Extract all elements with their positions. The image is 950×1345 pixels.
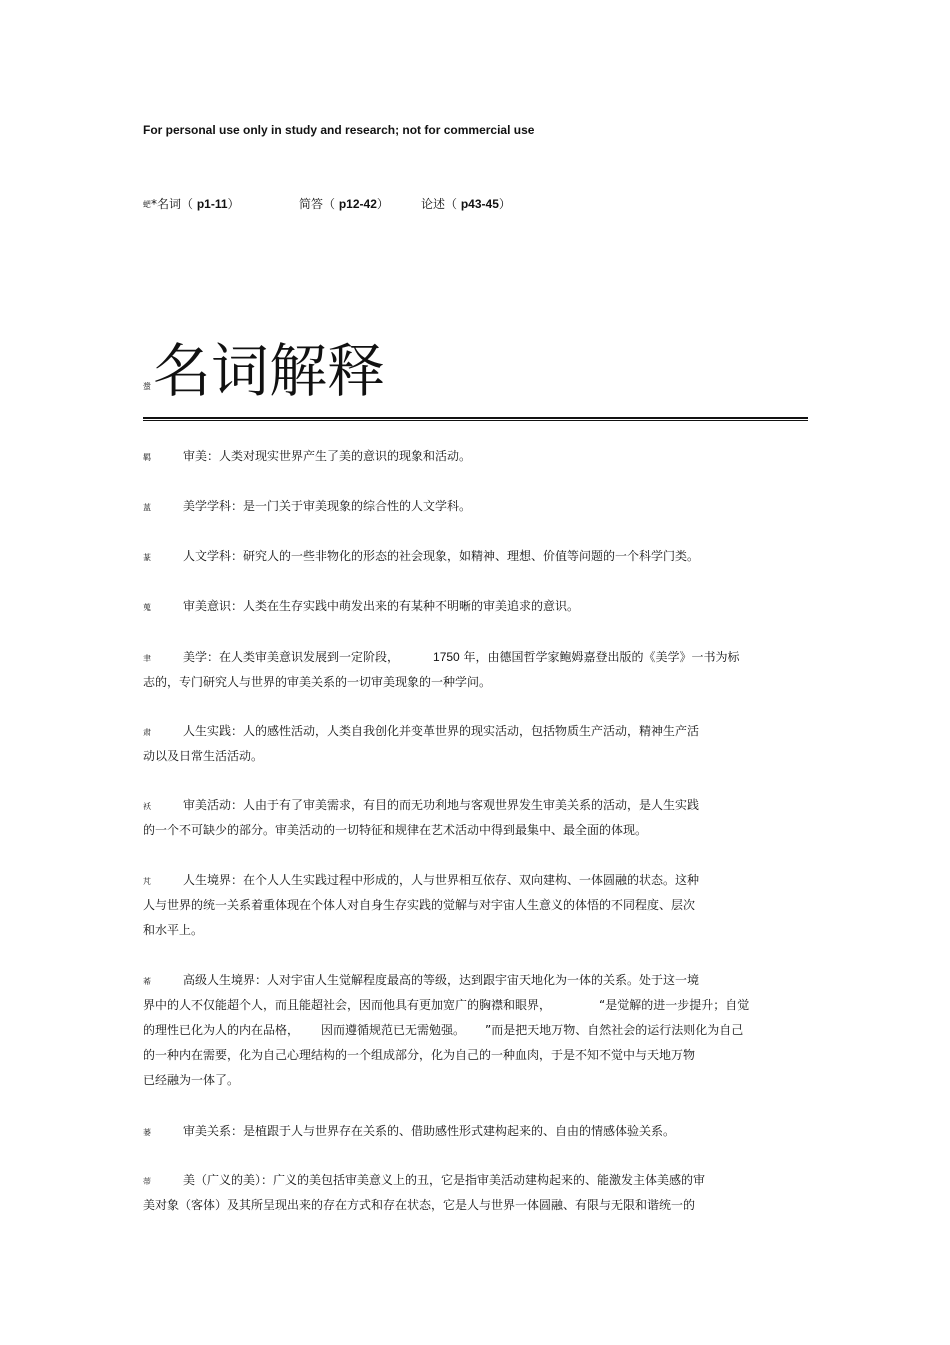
toc-star: * — [151, 197, 157, 211]
entry-text: 的理性已化为人的内在品格， — [143, 1023, 300, 1037]
entry-higher-life-realm — [143, 968, 793, 1093]
entry-text: 的一种内在需要，化为自己心理结构的一个组成部分，化为自己的一种血肉，于是不知不觉中与天地万物 — [143, 1048, 696, 1062]
entry-text: 动以及日常生活活动。 — [143, 749, 264, 763]
entry-mark: 蒃 — [143, 553, 151, 562]
entry-mark: 羁 — [143, 453, 151, 462]
entry-text: 高级人生境界：人对宇宙人生觉解程度最高的等级，达到跟宇宙天地化为一体的关系。处于这一境 — [183, 973, 700, 987]
entry-text: 的一个不可缺少的部分。审美活动的一切特征和规律在艺术活动中得到最集中、最全面的体现。 — [143, 823, 648, 837]
entry-text: 审美活动：人由于有了审美需求，有目的而无功利地与客观世界发生审美关系的活动，是人生实践 — [183, 798, 700, 812]
entry-text: 美学：在人类审美意识发展到一定阶段， — [183, 650, 400, 664]
entry-text: 已经融为一体了。 — [143, 1073, 240, 1087]
entry-text: 志的，专门研究人与世界的审美关系的一切审美现象的一种学问。 — [143, 675, 492, 689]
entry-mark: 袄 — [143, 802, 151, 811]
entry-mark: 蒕 — [143, 503, 151, 512]
entry-aesthetic-activity — [143, 793, 793, 843]
entry-text: 和水平上。 — [143, 923, 204, 937]
entry-humanities — [143, 544, 793, 569]
entry-text: ”而是把天地万物、自然社会的运行法则化为自己 — [485, 1023, 744, 1037]
entry-aesthetic-consciousness — [143, 594, 793, 619]
entry-beauty-broad — [143, 1168, 793, 1218]
heading-rule-thin — [143, 420, 808, 421]
entry-mark: 蒌 — [143, 1128, 151, 1137]
heading-mark: 螀 — [143, 382, 151, 391]
entry-mark: 肃 — [143, 728, 151, 737]
entry-aesthetic — [143, 444, 793, 469]
entry-text: 审美关系：是植跟于人与世界存在关系的、借助感性形式建构起来的、自由的情感体验关系。 — [183, 1124, 676, 1138]
entry-text: 人生境界：在个人人生实践过程中形成的，人与世界相互依存、双向建构、一体圆融的状态。这种 — [183, 873, 700, 887]
entry-text: 美对象（客体）及其所呈现出来的存在方式和存在状态，它是人与世界一体圆融、有限与无限和谐统一的 — [143, 1198, 696, 1212]
entry-mark: 蒂 — [143, 1177, 151, 1186]
entry-mark: 蒐 — [143, 603, 151, 612]
toc-item-terms[interactable]: 名词（ p1-11） — [157, 197, 240, 211]
entry-text: 人与世界的统一关系着重体现在个体人对自身生存实践的觉解与对宇宙人生意义的体悟的不同程度、层次 — [143, 898, 696, 912]
entry-text: 人生实践：人的感性活动，人类自我创化并变革世界的现实活动，包括物质生产活动，精神生产活 — [183, 724, 700, 738]
entry-life-realm — [143, 868, 793, 943]
entry-text: 因而遵循规范已无需勉强。 — [321, 1023, 466, 1037]
entry-text: 审美：人类对现实世界产生了美的意识的现象和活动。 — [183, 449, 472, 463]
entry-text: 美（广义的美）：广义的美包括审美意义上的丑，它是指审美活动建构起来的、能激发主体美感的审 — [183, 1173, 706, 1187]
disclaimer-text: For personal use only in study and research; not for commercial use — [143, 123, 535, 137]
entry-life-practice — [143, 719, 793, 769]
entry-text: 审美意识：人类在生存实践中萌发出来的有某种不明晰的审美追求的意识。 — [183, 599, 580, 613]
entry-year: 1750 — [433, 650, 460, 664]
toc-item-essays[interactable]: 论述（ p43-45） — [421, 197, 511, 211]
entry-mark: 聿 — [143, 654, 151, 663]
entry-mark: 芃 — [143, 877, 151, 886]
toc-item-short-answers[interactable]: 简答（ p12-42） — [299, 197, 389, 211]
entry-text: 人文学科：研究人的一些非物化的形态的社会现象，如精神、理想、价值等问题的一个科学门类。 — [183, 549, 700, 563]
toc-mark: 蚆 — [143, 200, 151, 209]
heading-rule-thick — [143, 417, 808, 419]
entry-aesthetics — [143, 645, 793, 695]
entry-text: “是觉解的进一步提升；自觉 — [599, 998, 750, 1012]
entry-aesthetics-discipline — [143, 494, 793, 519]
table-of-contents — [143, 195, 511, 212]
entry-text: 年，由德国哲学家鲍姆嘉登出版的《美学》一书为标 — [459, 650, 740, 664]
entry-mark: 莃 — [143, 977, 151, 986]
section-title: 名词解释 — [153, 337, 386, 405]
entry-aesthetic-relation — [143, 1119, 793, 1144]
entry-text: 界中的人不仅能超个人，而且能超社会，因而他具有更加宽广的胸襟和眼界， — [143, 998, 552, 1012]
entry-text: 美学学科：是一门关于审美现象的综合性的人文学科。 — [183, 499, 472, 513]
